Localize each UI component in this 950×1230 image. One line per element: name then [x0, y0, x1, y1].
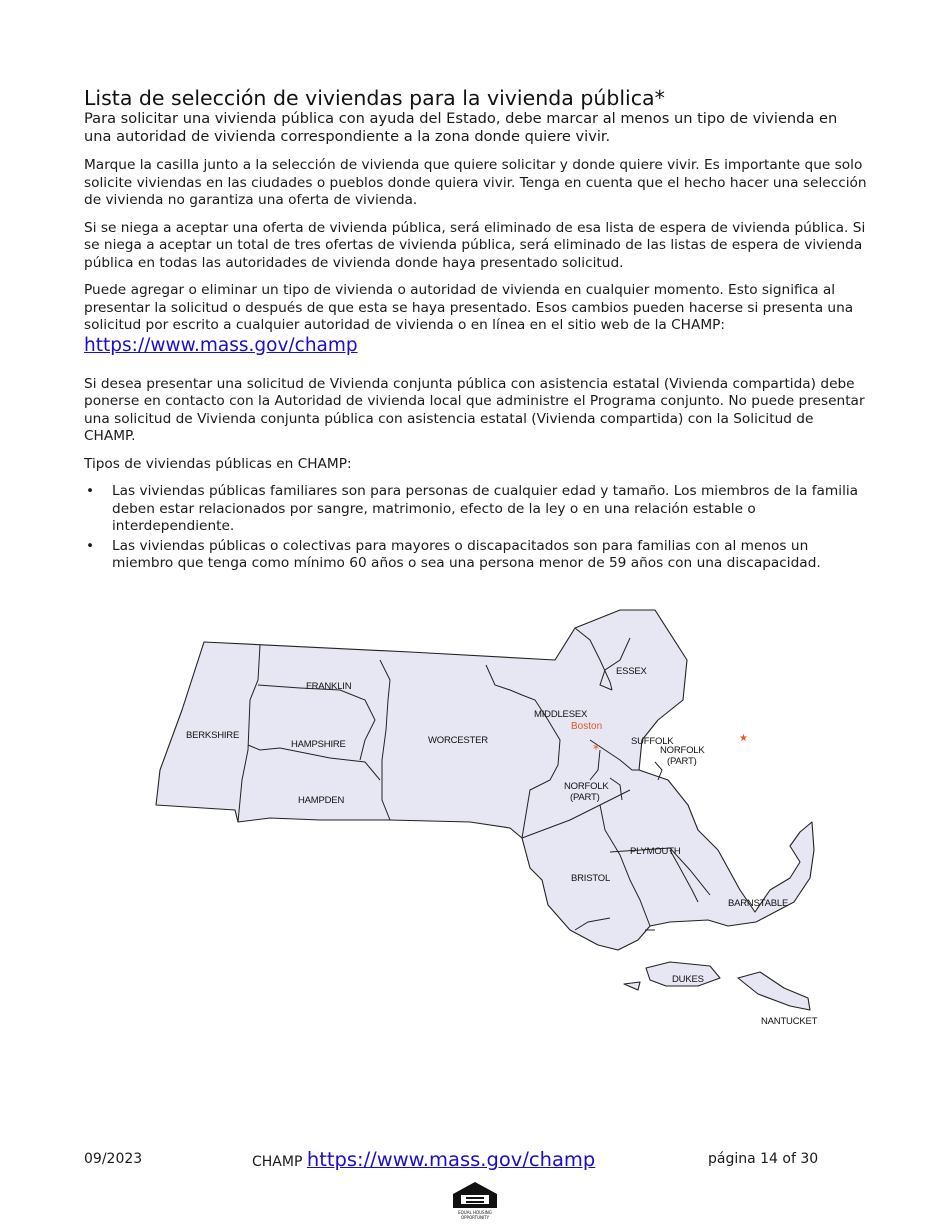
mainland-outline — [156, 610, 814, 950]
subtitle: Para solicitar una vivienda pública con ayuda del Estado, debe marcar al menos un tipo de vivienda en una autoridad de vivienda correspondiente a la zona donde quiere vivir. — [84, 110, 838, 145]
county-label-worcester: WORCESTER — [428, 735, 488, 746]
county-label-norfolk-right: NORFOLK — [660, 745, 705, 756]
county-label-barnstable: BARNSTABLE — [728, 898, 789, 909]
boston-label: Boston — [571, 721, 603, 732]
types-intro: Tipos de viviendas públicas en CHAMP: — [84, 455, 352, 472]
county-label-middlesex: MIDDLESEX — [534, 709, 588, 720]
county-label-norfolk-center: NORFOLK — [564, 781, 609, 792]
footer-page-number: página 14 of 30 — [708, 1151, 819, 1167]
bullet-icon: • — [86, 483, 95, 499]
equal-housing-icon — [450, 1180, 500, 1222]
paragraph-mark-box: Marque la casilla junto a la selección de vivienda que quiere solicitar y donde quiere vivir. Es importante que solo solicite viviendas en las ciudades o pueblos donde quiera vivir. Tenga en cuenta que el hecho hacer una selección de vivienda no garantiza una oferta de vivienda. — [84, 157, 867, 208]
champ-link[interactable]: https://www.mass.gov/champ — [84, 334, 358, 356]
county-label-hampden: HAMPDEN — [298, 795, 345, 806]
county-label-essex: ESSEX — [616, 666, 647, 677]
county-label-bristol: BRISTOL — [571, 873, 611, 884]
footer-program: CHAMP — [252, 1154, 303, 1170]
paragraph-refusal: Si se niega a aceptar una oferta de vivienda pública, será eliminado de esa lista de espera de vivienda pública. Si se niega a aceptar un total de tres ofertas de vivienda pública, será eliminado de las listas de espera de vivienda pública en todas las autoridades de vivienda donde haya presentado solicitud. — [84, 219, 866, 271]
massachusetts-county-map — [150, 600, 830, 1040]
county-label-norfolk-right-part: (PART) — [667, 756, 697, 767]
boston-marker-icon: * — [593, 742, 599, 756]
county-label-dukes: DUKES — [672, 974, 704, 985]
list-item — [84, 538, 868, 573]
logo-text-line1: EQUAL HOUSING — [458, 1210, 492, 1215]
island-small — [624, 982, 640, 990]
county-label-norfolk-center-part: (PART) — [570, 792, 600, 803]
housing-type-elderly: Las viviendas públicas o colectivas para mayores o discapacitados son para familias con al menos un miembro que tenga como mínimo 60 años o sea una persona menor de 59 años con una discapacidad. — [112, 537, 821, 571]
county-map-svg — [150, 600, 830, 1040]
county-label-berkshire: BERKSHIRE — [186, 730, 240, 741]
page-footer — [0, 1148, 950, 1178]
logo-text-line2: OPPORTUNITY — [460, 1215, 490, 1220]
paragraph-changes: Puede agregar o eliminar un tipo de vivienda o autoridad de vivienda en cualquier momento. Esto significa al presentar la solicitud o después de que esta se haya presentado. Esos cambios pueden hacerse si presenta una solicitud por escrito a cualquier autoridad de vivienda o en línea en el sitio web de la CHAMP: — [84, 282, 854, 333]
county-label-plymouth: PLYMOUTH — [630, 846, 681, 857]
housing-type-family: Las viviendas públicas familiares son para personas de cualquier edad y tamaño. Los miembros de la familia deben estar relacionados por sangre, matrimonio, efecto de la ley o en una relación estable o interdependiente. — [112, 483, 859, 534]
footer-center — [252, 1148, 595, 1171]
boston-star-icon: ★ — [739, 733, 748, 744]
list-item — [84, 483, 868, 536]
footer-champ-link[interactable]: https://www.mass.gov/champ — [306, 1148, 596, 1171]
island-nantucket — [738, 972, 810, 1010]
county-label-hampshire: HAMPSHIRE — [291, 739, 346, 750]
footer-date: 09/2023 — [84, 1151, 143, 1167]
equal-housing-logo — [450, 1180, 500, 1222]
page-content — [84, 86, 868, 575]
county-label-suffolk: SUFFOLK — [631, 736, 674, 747]
bullet-icon: • — [86, 537, 95, 554]
housing-types-list — [84, 483, 868, 573]
county-label-nantucket: NANTUCKET — [761, 1016, 818, 1027]
paragraph-shared-housing: Si desea presentar una solicitud de Vivienda conjunta pública con asistencia estatal (Vivienda compartida) debe ponerse en contacto con la Autoridad de vivienda local que administre el Programa conjunto. No puede presentar una solicitud de Vivienda conjunta pública con asistencia estatal (Vivienda compartida) con la Solicitud de CHAMP. — [84, 375, 865, 444]
page-title: Lista de selección de viviendas para la vivienda pública* — [84, 86, 665, 110]
county-label-franklin: FRANKLIN — [306, 681, 352, 692]
